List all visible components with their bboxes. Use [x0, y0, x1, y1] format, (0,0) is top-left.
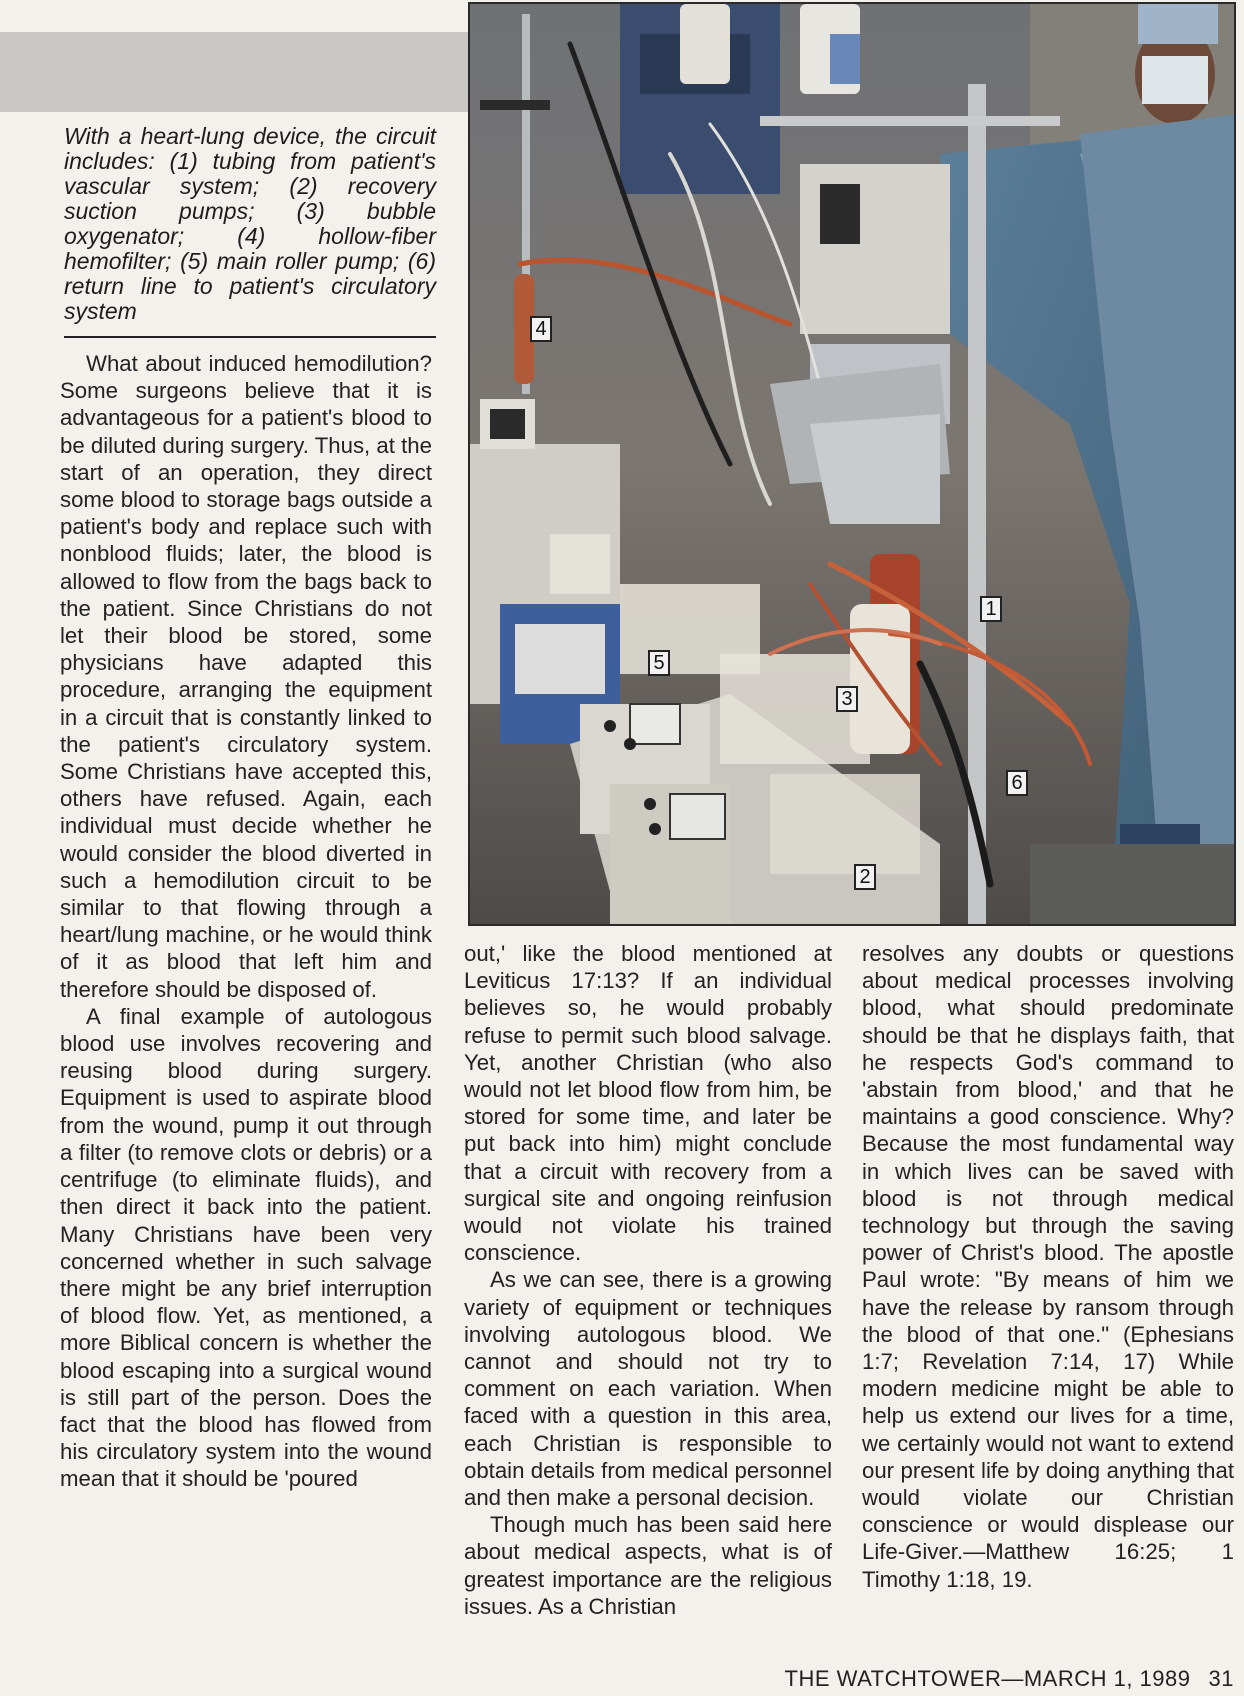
marker-4: 4 [530, 316, 552, 342]
marker-1: 1 [980, 596, 1002, 622]
photo-illustration [470, 4, 1236, 926]
column-2 [464, 940, 832, 1620]
page-footer [785, 1666, 1234, 1692]
paragraph: out,' like the blood mentioned at Leviticus 17:13? If an individual believes so, he would probably refuse to permit such blood salvage. Yet, another Christian (who also would not let blood flow from him, be stored for some time, and later be put back into him) might conclude that a circuit with recovery from a surgical site and ongoing reinfusion would not violate his trained conscience. [464, 941, 832, 1266]
paragraph: resolves any doubts or questions about medical processes involving blood, what should predominate should be that he displays faith, that he respects God's command to 'abstain from blood,' and that he maintains a good conscience. Why? Because the most fundamental way in which lives can be saved with blood is not through medical technology but through the saving power of Christ's blood. The apostle Paul wrote: "By means of him we have the release by ransom through the blood of that one." (Ephesians 1:7; Revelation 7:14, 17) While modern medicine might be able to help us extend our lives for a time, we certainly would not want to extend our present life by doing anything that would violate our Christian conscience or would displease our Life-Giver.—Matthew 16:25; 1 Timothy 1:18, 19. [862, 941, 1234, 1592]
publication-title: THE WATCHTOWER—MARCH 1, 1989 [784, 1666, 1191, 1691]
marker-2: 2 [854, 864, 876, 890]
caption-rule [64, 336, 436, 338]
page-number: 31 [1208, 1666, 1234, 1691]
paragraph: What about induced hemodilution? Some surgeons believe that it is advantageous for a patient's blood to be diluted during surgery. Thus, at the start of an operation, they direct some blood to storage bags outside a patient's body and replace such with nonblood fluids; later, the blood is allowed to flow from the bags back to the patient. Since Christians do not let their blood be stored, some physicians have adapted this procedure, arranging the equipment in a circuit that is constantly linked to the patient's circulatory system. Some Christians have accepted this, others have refused. Again, each individual must decide whether he would consider the blood diverted in such a hemodilution circuit to be similar to that flowing through a heart/lung machine, or he would think of it as blood that left him and therefore should be disposed of. [60, 351, 432, 1002]
paragraph: As we can see, there is a growing variety of equipment or techniques involving autologous blood. We cannot and should not try to comment on each variation. When faced with a question in this area, each Christian is responsible to obtain details from medical personnel and then make a personal decision. [464, 1267, 832, 1511]
marker-3: 3 [836, 686, 858, 712]
paragraph: Though much has been said here about medical aspects, what is of greatest importance are the religious issues. As a Christian [464, 1512, 832, 1619]
header-gray-band [0, 32, 470, 112]
marker-6: 6 [1006, 770, 1028, 796]
column-1 [60, 350, 432, 1493]
paragraph: A final example of autologous blood use involves recovering and reusing blood during surgery. Equipment is used to aspirate blood from the wound, pump it out through a filter (to remove clots or debris) or a centrifuge (to eliminate fluids), and then direct it back into the patient. Many Christians have been very concerned whether in such salvage there might be any brief interruption of blood flow. Yet, as mentioned, a more Biblical concern is whether the blood escaping into a surgical wound is still part of the person. Does the fact that the blood has flowed from his circulatory system into the wound mean that it should be 'poured [60, 1003, 432, 1492]
heart-lung-machine-photo [468, 2, 1236, 926]
marker-5: 5 [648, 650, 670, 676]
photo-caption: With a heart-lung device, the circuit includes: (1) tubing from patient's vascular system; (2) recovery suction pumps; (3) bubble oxygenator; (4) hollow-fiber hemofilter; (5) main roller pump; (6) return line to patient's circulatory system [64, 123, 436, 324]
column-3 [862, 940, 1234, 1593]
